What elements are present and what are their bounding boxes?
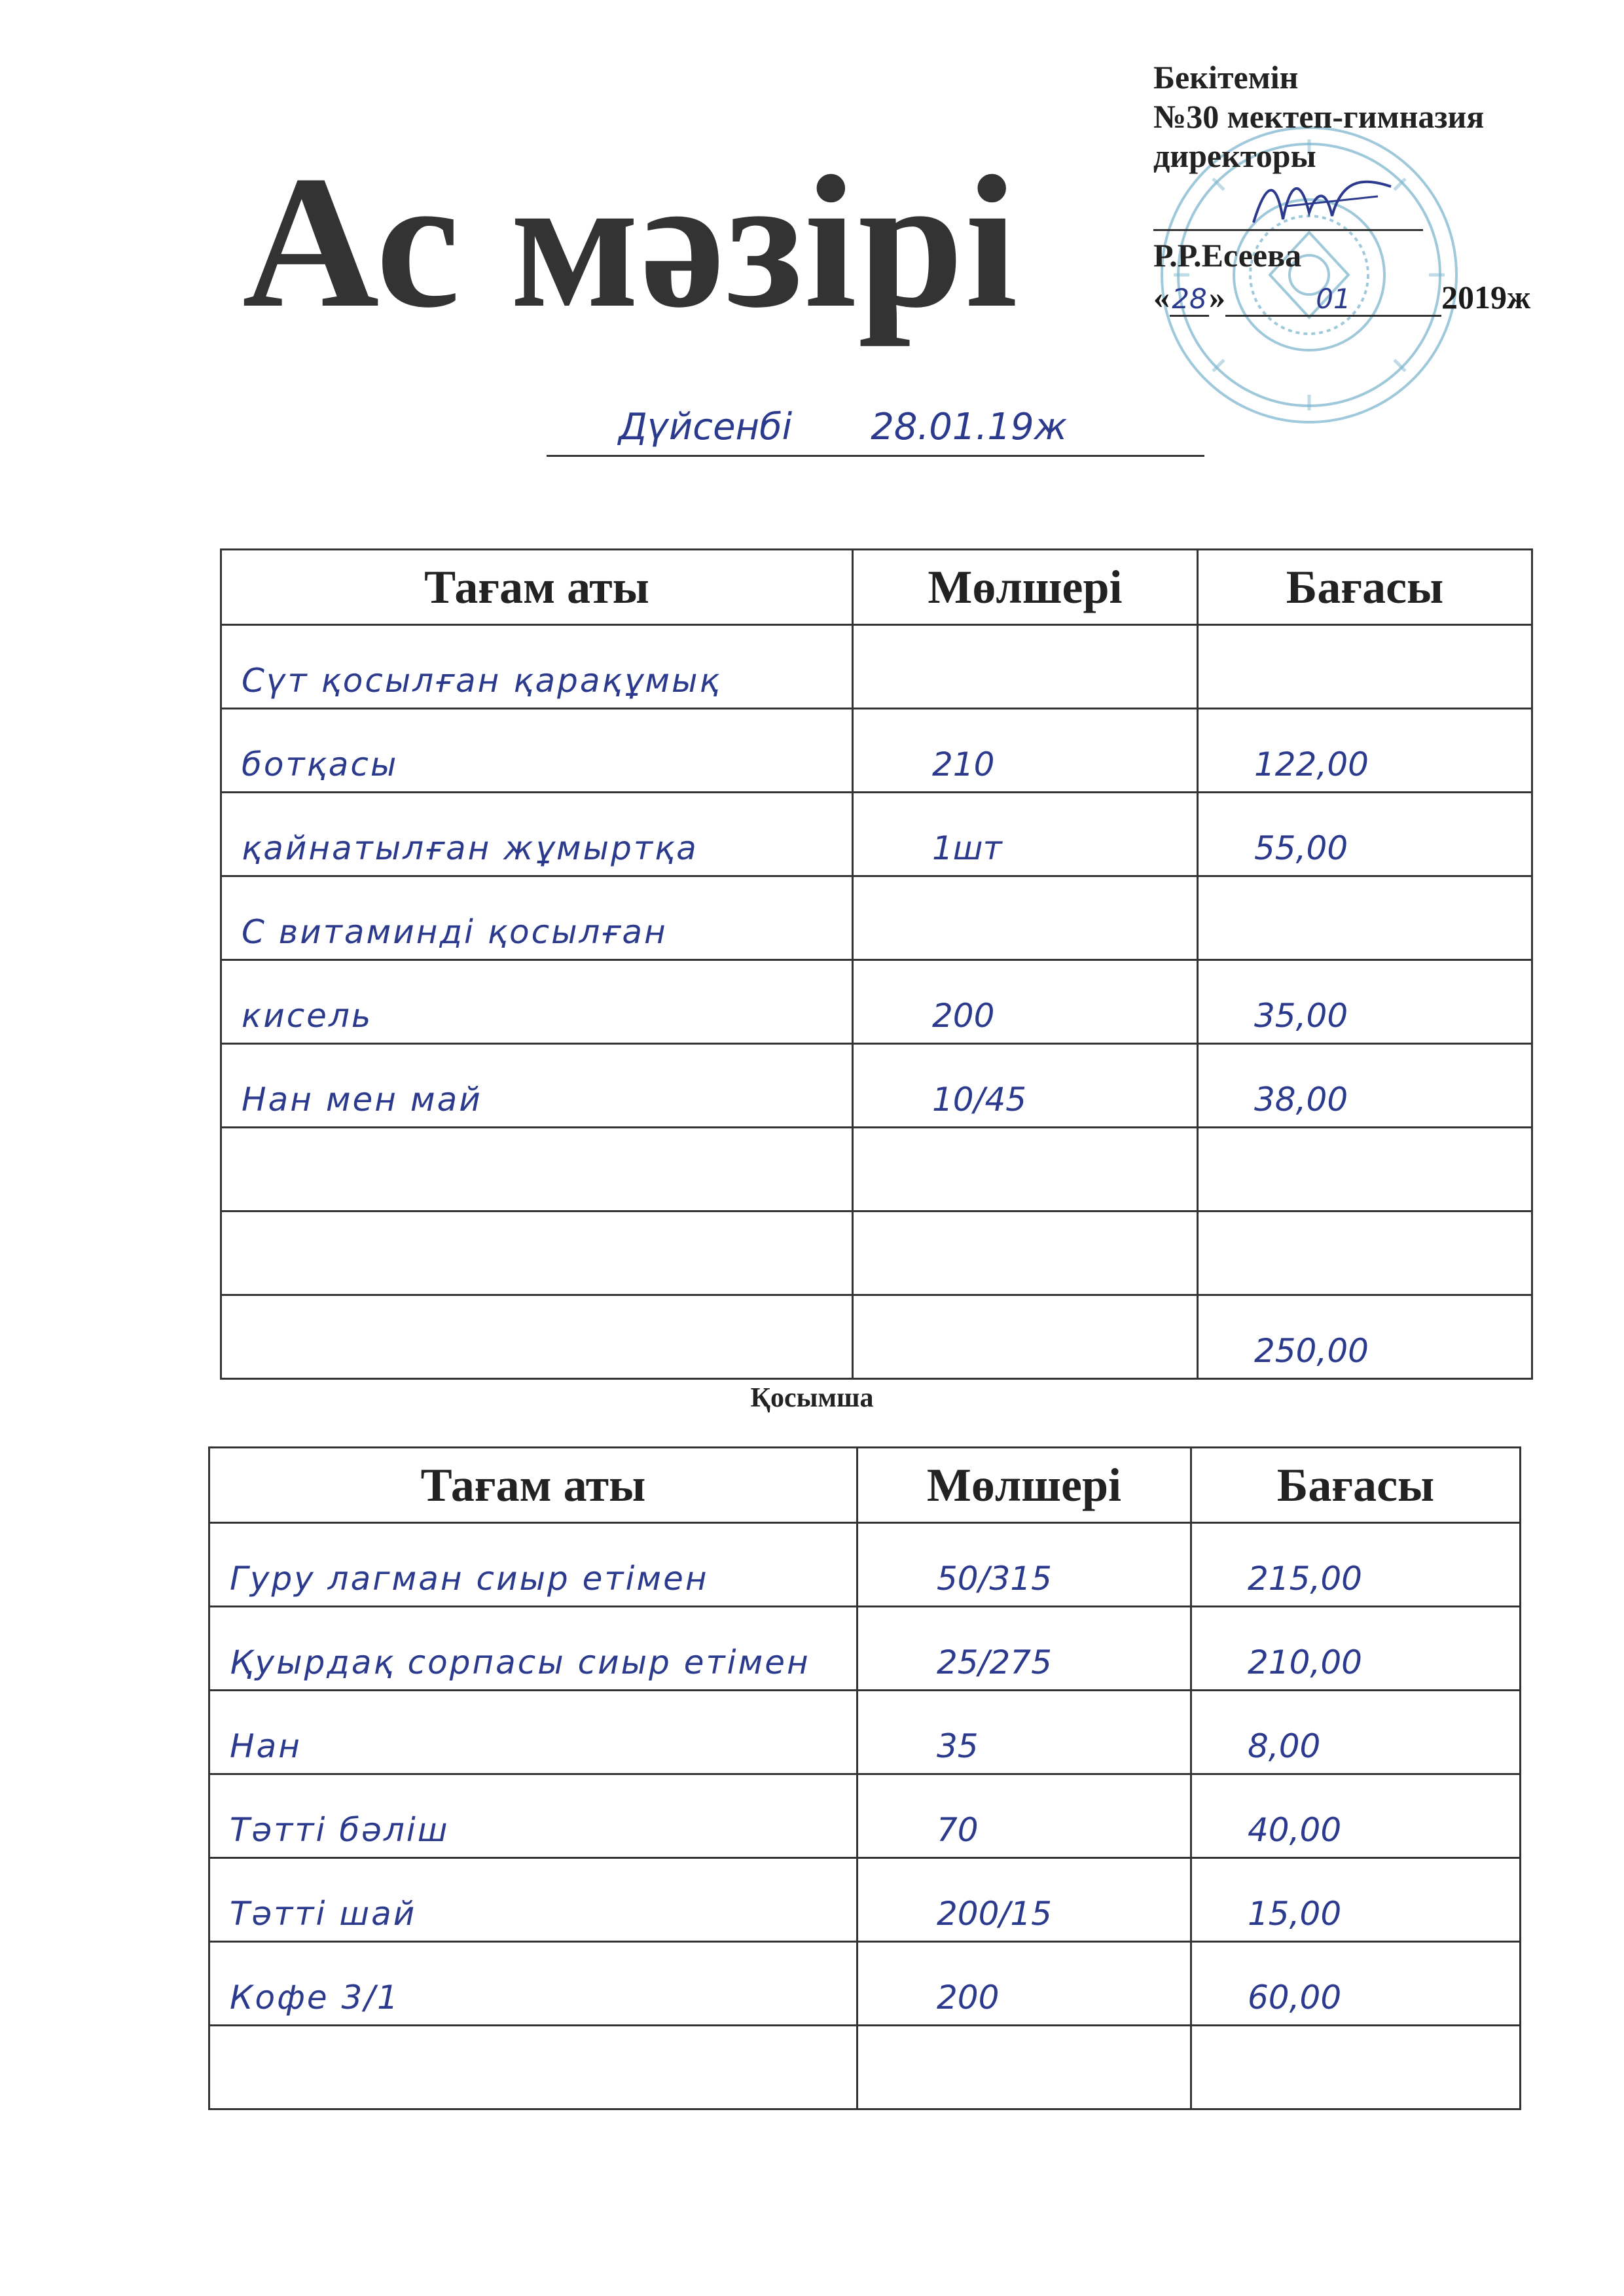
dish-name [221, 1128, 853, 1211]
dish-quantity [857, 2026, 1191, 2109]
dish-quantity: 200/15 [857, 1858, 1191, 1942]
dish-name: С витаминді қосылған [221, 876, 853, 960]
dish-name [209, 2026, 857, 2109]
dish-name: Сүт қосылған қарақұмық [221, 625, 853, 709]
dish-name: Тәтті бәліш [209, 1774, 857, 1858]
approval-year: 2019ж [1441, 279, 1531, 315]
dish-name: Тәтті шай [209, 1858, 857, 1942]
table-row [209, 1691, 1521, 1774]
main-menu-table [220, 548, 1533, 1380]
table-row [221, 876, 1532, 960]
dish-name [221, 1295, 853, 1379]
dish-quantity: 200 [853, 960, 1198, 1044]
dish-price [1198, 625, 1532, 709]
open-quote: « [1153, 279, 1170, 315]
close-quote: » [1209, 279, 1225, 315]
approval-line-1: Бекітемін [1153, 59, 1299, 96]
dish-name: Қуырдақ сорпасы сиыр етімен [209, 1607, 857, 1691]
header-price: Бағасы [1198, 550, 1532, 625]
dish-price: 8,00 [1191, 1691, 1521, 1774]
table-row [209, 1607, 1521, 1691]
dish-quantity [853, 1211, 1198, 1295]
dish-name: Гуру лагман сиыр етімен [209, 1523, 857, 1607]
approval-block [1153, 58, 1484, 175]
dish-quantity: 1шт [853, 793, 1198, 876]
dish-quantity: 10/45 [853, 1044, 1198, 1128]
menu-date: 28.01.19ж [871, 406, 1068, 448]
dish-price [1198, 1128, 1532, 1211]
dish-price: 35,00 [1198, 960, 1532, 1044]
dish-quantity [853, 1295, 1198, 1379]
dish-price [1191, 2026, 1521, 2109]
signature-line [1153, 229, 1423, 231]
director-name: Р.Р.Есеева [1153, 237, 1302, 274]
approval-month: 01 [1225, 283, 1441, 317]
total-row [221, 1295, 1532, 1379]
dish-price: 15,00 [1191, 1858, 1521, 1942]
header-price: Бағасы [1191, 1448, 1521, 1523]
approval-line-2: №30 мектеп-гимназия [1153, 98, 1485, 135]
approval-date [1153, 278, 1530, 317]
table-row [209, 1774, 1521, 1858]
table-row [221, 1211, 1532, 1295]
dish-name: қайнатылған жұмыртқа [221, 793, 853, 876]
table-row [209, 1858, 1521, 1942]
dish-price: 55,00 [1198, 793, 1532, 876]
dish-price: 38,00 [1198, 1044, 1532, 1128]
dish-price [1198, 1211, 1532, 1295]
additional-label: Қосымша [750, 1383, 874, 1413]
approval-line-3: директоры [1153, 137, 1316, 174]
page-title: Ас мәзірі [242, 137, 1019, 347]
total-price: 250,00 [1198, 1295, 1532, 1379]
table-row [221, 1128, 1532, 1211]
table-row [221, 1044, 1532, 1128]
dish-quantity: 50/315 [857, 1523, 1191, 1607]
dish-quantity: 200 [857, 1942, 1191, 2026]
dish-price: 210,00 [1191, 1607, 1521, 1691]
table-row [209, 2026, 1521, 2109]
dish-quantity: 70 [857, 1774, 1191, 1858]
dish-price: 215,00 [1191, 1523, 1521, 1607]
dish-name: кисель [221, 960, 853, 1044]
approval-day: 28 [1170, 283, 1209, 317]
dish-price: 40,00 [1191, 1774, 1521, 1858]
table-header [209, 1448, 1521, 1523]
table-row [221, 793, 1532, 876]
dish-quantity: 210 [853, 709, 1198, 793]
table-row [221, 960, 1532, 1044]
dish-quantity [853, 876, 1198, 960]
dish-quantity: 25/275 [857, 1607, 1191, 1691]
dish-name: ботқасы [221, 709, 853, 793]
additional-menu-table [208, 1446, 1521, 2110]
table-row [209, 1523, 1521, 1607]
table-row [221, 709, 1532, 793]
dish-name [221, 1211, 853, 1295]
dish-quantity: 35 [857, 1691, 1191, 1774]
dish-price [1198, 876, 1532, 960]
header-dish-name: Тағам аты [221, 550, 853, 625]
dish-name: Нан [209, 1691, 857, 1774]
dish-quantity [853, 1128, 1198, 1211]
header-quantity: Мөлшері [857, 1448, 1191, 1523]
header-dish-name: Тағам аты [209, 1448, 857, 1523]
weekday: Дүйсенбі [619, 406, 793, 448]
dish-price: 122,00 [1198, 709, 1532, 793]
table-row [209, 1942, 1521, 2026]
table-header [221, 550, 1532, 625]
table-row [221, 625, 1532, 709]
dish-quantity [853, 625, 1198, 709]
dish-price: 60,00 [1191, 1942, 1521, 2026]
dish-name: Кофе 3/1 [209, 1942, 857, 2026]
dish-name: Нан мен май [221, 1044, 853, 1128]
header-quantity: Мөлшері [853, 550, 1198, 625]
day-line [547, 406, 1204, 457]
signature [1247, 167, 1398, 239]
